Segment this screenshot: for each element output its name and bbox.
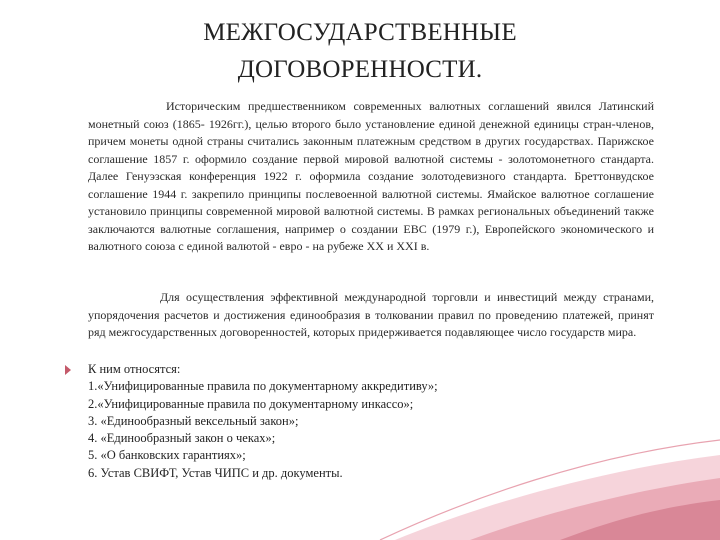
triangle-bullet-icon	[65, 365, 71, 375]
paragraph-agreements: Для осуществления эффективной международной торговли и инвестиций между странами, упорядочения расчетов и достижения единообразия в толковании правил по проведению платежей, принят ряд межгосударственных договоренностей, которых придерживается подавляющее число государств мира.	[88, 290, 654, 339]
list-intro: К ним относятся:	[88, 362, 181, 376]
corner-swoosh-mid	[470, 478, 720, 540]
agreements-list	[88, 361, 658, 482]
page-title	[100, 14, 620, 88]
title-line-2: ДОГОВОРЕННОСТИ.	[237, 56, 483, 83]
list-item: 3. «Единообразный вексельный закон»;	[88, 413, 299, 428]
list-item: 5. «О банковских гарантиях»;	[88, 448, 246, 463]
list-item: 6. Устав СВИФТ, Устав ЧИПС и др. документы.	[88, 465, 343, 480]
paragraph-history: Историческим предшественником современных валютных соглашений явился Латинский монетный союз (1865- 1926гг.), целью второго было установление единой денежной единицы стран-членов, причем монеты одной страны считались законным платежным средством в других государствах. Парижское соглашение 1857 г. оформило создание первой мировой валютной системы - золотомонетного стандарта. Далее Генуэзская конференция 1922 г. оформила создание золотодевизного стандарта. Бреттонвудское соглашение 1944 г. закрепило принципы послевоенной валютной системы. Ямайское валютное соглашение установило принципы современной мировой валютной системы. В рамках региональных объединений также заключаются валютные соглашения, например о создании ЕВС (1979 г.), Европейского экономического и валютного союза с единой валютой - евро - на рубеже XX и XXI в.	[88, 99, 654, 253]
corner-swoosh-dark	[560, 500, 720, 540]
title-line-1: МЕЖГОСУДАРСТВЕННЫЕ	[203, 19, 517, 46]
list-item: 2.«Унифицированные правила по документарному инкассо»;	[88, 396, 414, 411]
list-item: 4. «Единообразный закон о чеках»;	[88, 431, 276, 446]
list-item: 1.«Унифицированные правила по документарному аккредитиву»;	[88, 379, 438, 394]
